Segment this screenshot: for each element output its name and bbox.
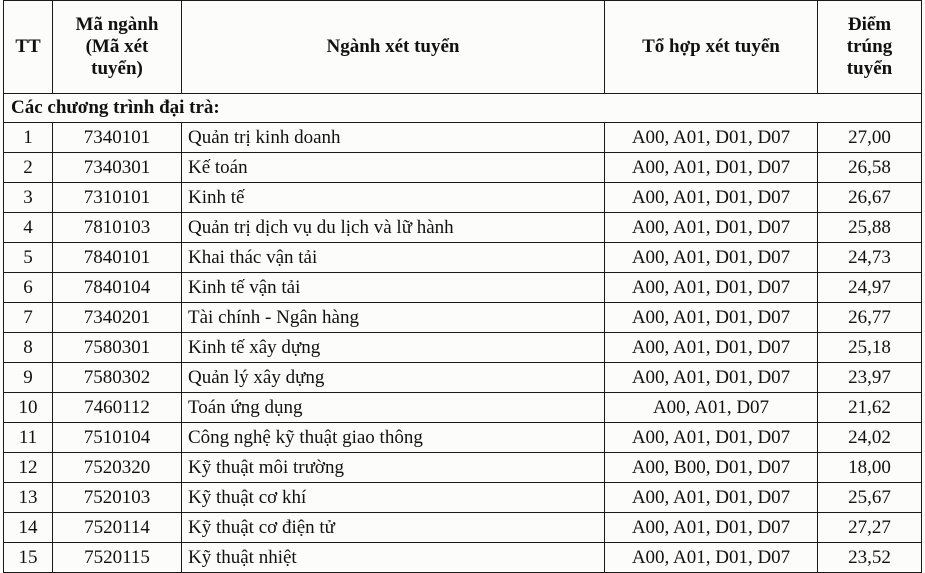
table-row (4, 363, 922, 393)
row-nganh: Kinh tế vận tải (182, 273, 605, 303)
row-ma-nganh: 7840104 (53, 273, 182, 303)
row-to-hop: A00, A01, D01, D07 (605, 183, 818, 213)
row-tt: 9 (4, 363, 53, 393)
table-row (4, 303, 922, 333)
header-tt: TT (4, 1, 53, 94)
row-tt: 15 (4, 543, 53, 573)
table-row (4, 483, 922, 513)
row-ma-nganh: 7520115 (53, 543, 182, 573)
row-to-hop: A00, A01, D01, D07 (605, 333, 818, 363)
row-to-hop: A00, A01, D01, D07 (605, 153, 818, 183)
row-to-hop: A00, A01, D01, D07 (605, 363, 818, 393)
row-diem: 26,77 (818, 303, 922, 333)
row-to-hop: A00, A01, D01, D07 (605, 243, 818, 273)
table-row (4, 423, 922, 453)
header-nganh: Ngành xét tuyển (182, 1, 605, 94)
row-ma-nganh: 7810103 (53, 213, 182, 243)
row-to-hop: A00, B00, D01, D07 (605, 453, 818, 483)
row-nganh: Quản trị dịch vụ du lịch và lữ hành (182, 213, 605, 243)
row-tt: 5 (4, 243, 53, 273)
row-diem: 24,97 (818, 273, 922, 303)
row-nganh: Quản lý xây dựng (182, 363, 605, 393)
row-diem: 25,88 (818, 213, 922, 243)
row-diem: 24,02 (818, 423, 922, 453)
row-ma-nganh: 7310101 (53, 183, 182, 213)
row-tt: 6 (4, 273, 53, 303)
row-tt: 12 (4, 453, 53, 483)
row-to-hop: A00, A01, D01, D07 (605, 273, 818, 303)
table-row (4, 453, 922, 483)
row-nganh: Kỹ thuật nhiệt (182, 543, 605, 573)
row-nganh: Kỹ thuật cơ điện tử (182, 513, 605, 543)
row-nganh: Khai thác vận tải (182, 243, 605, 273)
row-tt: 13 (4, 483, 53, 513)
row-nganh: Toán ứng dụng (182, 393, 605, 423)
table-row (4, 543, 922, 573)
row-to-hop: A00, A01, D01, D07 (605, 423, 818, 453)
row-to-hop: A00, A01, D01, D07 (605, 213, 818, 243)
row-ma-nganh: 7520320 (53, 453, 182, 483)
row-diem: 27,00 (818, 123, 922, 153)
row-diem: 26,67 (818, 183, 922, 213)
table-row (4, 153, 922, 183)
table-row (4, 513, 922, 543)
row-tt: 14 (4, 513, 53, 543)
row-to-hop: A00, A01, D01, D07 (605, 483, 818, 513)
row-diem: 23,52 (818, 543, 922, 573)
row-nganh: Kinh tế (182, 183, 605, 213)
row-ma-nganh: 7340201 (53, 303, 182, 333)
row-tt: 7 (4, 303, 53, 333)
section-title: Các chương trình đại trà: (4, 94, 922, 123)
row-nganh: Kinh tế xây dựng (182, 333, 605, 363)
row-tt: 4 (4, 213, 53, 243)
table-row (4, 243, 922, 273)
row-tt: 8 (4, 333, 53, 363)
row-to-hop: A00, A01, D01, D07 (605, 513, 818, 543)
row-ma-nganh: 7520114 (53, 513, 182, 543)
row-diem: 26,58 (818, 153, 922, 183)
row-tt: 3 (4, 183, 53, 213)
table-header-row (4, 1, 922, 94)
row-tt: 11 (4, 423, 53, 453)
row-tt: 1 (4, 123, 53, 153)
row-to-hop: A00, A01, D01, D07 (605, 543, 818, 573)
row-ma-nganh: 7520103 (53, 483, 182, 513)
row-tt: 2 (4, 153, 53, 183)
row-nganh: Tài chính - Ngân hàng (182, 303, 605, 333)
row-ma-nganh: 7580301 (53, 333, 182, 363)
row-to-hop: A00, A01, D07 (605, 393, 818, 423)
row-nganh: Công nghệ kỹ thuật giao thông (182, 423, 605, 453)
row-ma-nganh: 7460112 (53, 393, 182, 423)
row-ma-nganh: 7580302 (53, 363, 182, 393)
row-nganh: Quản trị kinh doanh (182, 123, 605, 153)
header-to-hop: Tổ hợp xét tuyển (605, 1, 818, 94)
row-nganh: Kỹ thuật môi trường (182, 453, 605, 483)
row-to-hop: A00, A01, D01, D07 (605, 303, 818, 333)
admission-scores-table (3, 0, 922, 573)
row-to-hop: A00, A01, D01, D07 (605, 123, 818, 153)
section-row (4, 94, 922, 123)
row-ma-nganh: 7340301 (53, 153, 182, 183)
row-diem: 25,67 (818, 483, 922, 513)
row-nganh: Kế toán (182, 153, 605, 183)
table-row (4, 333, 922, 363)
row-ma-nganh: 7510104 (53, 423, 182, 453)
row-diem: 21,62 (818, 393, 922, 423)
row-ma-nganh: 7840101 (53, 243, 182, 273)
row-diem: 27,27 (818, 513, 922, 543)
table-row (4, 123, 922, 153)
row-ma-nganh: 7340101 (53, 123, 182, 153)
row-diem: 24,73 (818, 243, 922, 273)
header-diem: Điểm trúng tuyển (818, 1, 922, 94)
row-nganh: Kỹ thuật cơ khí (182, 483, 605, 513)
table-row (4, 213, 922, 243)
row-diem: 23,97 (818, 363, 922, 393)
row-tt: 10 (4, 393, 53, 423)
row-diem: 18,00 (818, 453, 922, 483)
table-row (4, 183, 922, 213)
header-ma-nganh: Mã ngành (Mã xét tuyển) (53, 1, 182, 94)
table-row (4, 393, 922, 423)
table-row (4, 273, 922, 303)
row-diem: 25,18 (818, 333, 922, 363)
